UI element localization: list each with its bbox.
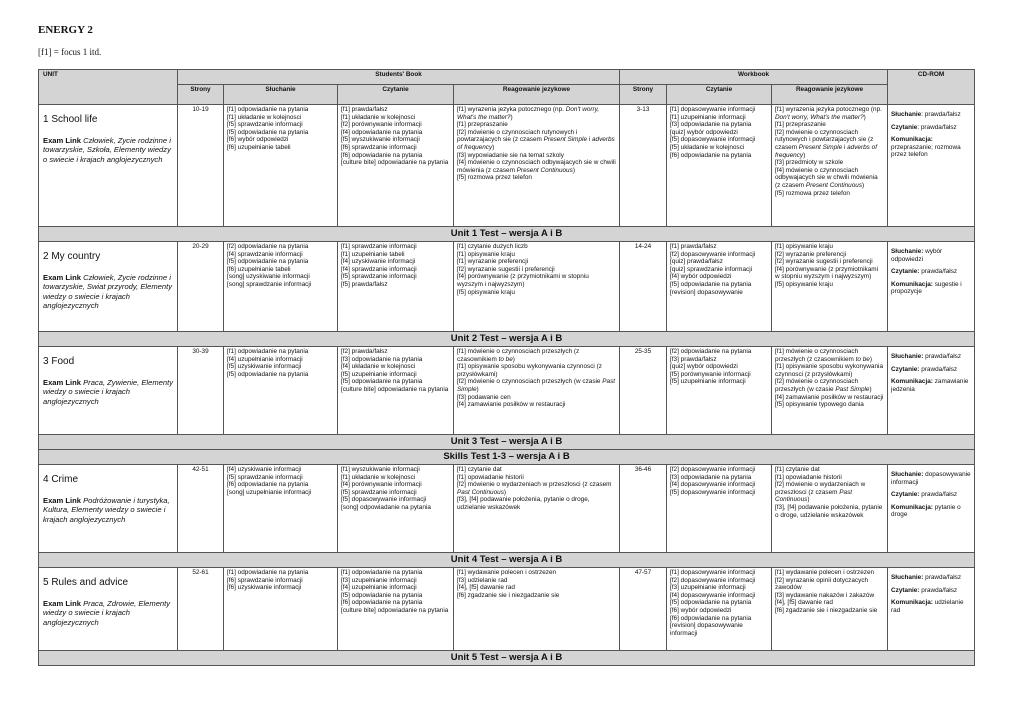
unit-row [39, 465, 975, 553]
cd-rom-item-label: Komunikacja: [891, 280, 933, 288]
wb-czytanie-cell [667, 347, 772, 435]
wb-pages: 3-13 [620, 105, 667, 227]
list-item: [f3] odpowiadanie na pytania [670, 473, 752, 481]
list-item: [f5] uzyskiwanie informacji [227, 363, 302, 371]
unit-cell [39, 465, 178, 553]
list-item: [f1] czytanie dat [775, 466, 820, 473]
list-item: [f1] wydawanie polecen i ostrzezen [457, 569, 557, 576]
unit-row [39, 347, 975, 435]
list-item: [f1] przepraszanie [457, 121, 508, 129]
list-item: [f1] mówienie o czynnosciach przeszłych (z czasownikiem to be) [775, 348, 872, 363]
list-item: [f4] zamawianie posiłków w restauracji [775, 393, 884, 401]
list-item: [culture bite] odpowiadanie na pytania [341, 606, 449, 614]
cd-rom-item [891, 378, 971, 393]
list-item: [f1] wyrazenia jezyka potocznego (np. Don't worry, What's the matter?) [775, 106, 882, 121]
list-item: [f6] uzupełnianie tabeli [227, 143, 291, 151]
wb-czytanie-cell [667, 465, 772, 553]
list-item: [f1] opowiadanie historii [457, 473, 524, 481]
exam-link-label: Exam Link [43, 378, 81, 387]
cd-rom-item-label: Czytanie: [891, 365, 920, 373]
sb-sluchanie-cell [224, 105, 338, 227]
cd-rom-item-label: Słuchanie [891, 111, 922, 118]
test-row [39, 332, 975, 347]
list-item: [f1] wyrazenia jezyka potocznego (np. Don't worry, What's the matter?) [457, 106, 600, 121]
list-item: [song] uzupełnianie informacji [227, 488, 312, 496]
cd-rom-item-text: prawda/fałsz [919, 491, 958, 499]
cd-rom-item [891, 248, 971, 263]
cd-rom-item-label: Komunikacja: [891, 378, 933, 386]
cd-rom-item-text: prawda/fałsz [923, 353, 962, 360]
wb-czytanie-cell [667, 242, 772, 332]
cd-rom-item-text: prawda/fałsz [923, 574, 962, 581]
list-item: [f5] układanie w kolejnosci [670, 143, 745, 151]
list-item: [f5] odpowiadanie na pytania [341, 591, 423, 599]
list-item: [f2] wyrazanie opinii dotyczacych zawodów [775, 576, 869, 592]
unit-cell [39, 242, 178, 332]
test-row [39, 435, 975, 450]
cd-rom-item-text: prawda/fałsz [919, 268, 958, 276]
cd-rom-item-text: udzielanie rad [891, 599, 964, 614]
test-row [39, 651, 975, 666]
test-label: Unit 5 Test – wersja A i B [39, 651, 975, 666]
list-item: [f2] wyrazanie preferencji [775, 250, 847, 258]
wb-reagowanie-cell [772, 242, 888, 332]
cd-rom-item-label: Słuchanie: [891, 471, 924, 478]
list-item: [f3], [f4] podawanie położenia, pytanie o droge, udzielanie wskazówek [457, 496, 590, 511]
list-item: [f5] odpowiadanie na pytania [670, 280, 752, 288]
cd-rom-item [891, 353, 971, 361]
list-item: [f4] porównywanie informacji [341, 481, 422, 489]
cd-rom-item [891, 587, 971, 595]
sb-czytanie-cell [338, 242, 454, 332]
list-item: [f1] uzupełnianie tabeli [341, 250, 405, 258]
cd-rom-item-label: Czytanie: [891, 268, 920, 276]
list-item: [f2] mówienie o czynnosciach przeszłych (w czasie Past Simple) [457, 378, 616, 393]
unit-title: 2 My country [43, 251, 101, 262]
list-item: [f6] odpowiadanie na pytania [670, 614, 752, 622]
list-item: [f5] opisywanie typowego dania [775, 401, 864, 409]
exam-link [43, 136, 174, 164]
list-item: [f2] mówienie o czynnosciach przeszłych (w czasie Past Simple) [775, 378, 872, 393]
sb-reagowanie-cell [454, 568, 620, 651]
list-item: [f1] wydawanie polecen i ostrzezen [775, 569, 875, 576]
exam-link-topics: Praca, Zywienie, Elementy wiedzy o swiecie i krajach anglojezycznych [43, 378, 174, 406]
list-item: [f2] prawda/fałsz [341, 348, 388, 355]
list-item: [f1] wyrazanie preferencji [457, 258, 529, 266]
sb-sluchanie-cell [224, 568, 338, 651]
unit-cell [39, 105, 178, 227]
cd-rom-item [891, 366, 971, 374]
test-label: Unit 3 Test – wersja A i B [39, 435, 975, 450]
sb-sluchanie-cell [224, 347, 338, 435]
header-sb-czytanie: Czytanie [338, 85, 454, 105]
exam-link-topics: Człowiek, Zycie rodzinne i towarzyskie, Swiat przyrody, Elementy wiedzy o swiecie i krajach anglojezycznych [43, 273, 172, 311]
cd-rom-cell [888, 568, 975, 651]
list-item: [f4] odpowiadanie na pytania [341, 128, 423, 136]
list-item: [f5] odpowiadanie na pytania [670, 599, 752, 607]
list-item: [f2] mówienie o czynnosciach rutynowych i powtarzajacych sie (z czasem Present Simple i adverbs of frequency) [775, 128, 877, 159]
list-item: [f4], [f5] dawanie rad [457, 584, 515, 592]
list-item: [f1] uzupełnianie informacji [670, 113, 746, 121]
header-wb-czytanie: Czytanie [667, 85, 772, 105]
list-item: [f4] sprawdzanie informacji [341, 265, 417, 273]
test-label: Unit 2 Test – wersja A i B [39, 332, 975, 347]
list-item: [f5] prawda/fałsz [341, 280, 388, 288]
list-item: [f4] wybór odpowiedzi [670, 273, 732, 281]
cd-rom-item-label: Komunikacja: [891, 503, 933, 511]
cd-rom-item-label: Komunikacja: [891, 599, 933, 607]
list-item: [f1] dopasowywanie informacji [670, 106, 756, 113]
list-item: [f1] odpowiadanie na pytania [341, 569, 423, 576]
cd-rom-cell [888, 465, 975, 553]
list-item: [f5] dopasowywanie informacji [670, 488, 756, 496]
wb-reagowanie-cell [772, 465, 888, 553]
cd-rom-item [891, 281, 971, 296]
list-item: [f5] sprawdzanie informacji [341, 488, 417, 496]
list-item: [f2] wyrazanie sugestii i preferencji [457, 265, 555, 273]
exam-link-label: Exam Link [43, 273, 81, 282]
list-item: [quiz] sprawdzanie informacji [670, 265, 753, 273]
test-row [39, 553, 975, 568]
list-item: [f5] wyszukiwanie informacji [341, 136, 420, 144]
sb-reagowanie-cell [454, 465, 620, 553]
header-workbook: Workbook [620, 70, 888, 85]
exam-link [43, 599, 174, 627]
wb-reagowanie-cell [772, 347, 888, 435]
wb-pages: 14-24 [620, 242, 667, 332]
unit-cell [39, 347, 178, 435]
list-item: [f1] odpowiadanie na pytania [227, 106, 309, 113]
sb-czytanie-cell [338, 105, 454, 227]
list-item: [f6] zgadzanie sie i niezgadzanie sie [457, 591, 560, 599]
cd-rom-item [891, 574, 971, 582]
list-item: [f2] mówienie o wydarzeniach w przeszłosci (z czasem Past Continuous) [457, 481, 612, 496]
unit-row [39, 105, 975, 227]
list-item: [f3] podawanie cen [457, 393, 511, 401]
list-item: [f2] mówienie o wydarzeniach w przeszłosci (z czasem Past Continuous) [775, 481, 866, 504]
list-item: [culture bite] odpowiadanie na pytania [341, 385, 449, 393]
unit-row [39, 242, 975, 332]
cd-rom-item [891, 111, 971, 119]
exam-link-topics: Podróżowanie i turystyka, Kultura, Elementy wiedzy o swiecie i krajach anglojezycznych [43, 496, 170, 524]
list-item: [f1] czytanie dat [457, 466, 502, 473]
syllabus-body [39, 105, 975, 666]
cd-rom-item-text: zamawianie jedzenia [891, 378, 969, 393]
list-item: [f6] odpowiadanie na pytania [341, 151, 423, 159]
cd-rom-item-label: Czytanie: [891, 586, 920, 594]
exam-link-label: Exam Link [43, 496, 81, 505]
sb-czytanie-cell [338, 465, 454, 553]
list-item: [f1] prawda/fałsz [670, 243, 717, 250]
list-item: [song] odpowiadanie na pytania [341, 503, 431, 511]
list-item: [f4] sprawdzanie informacji [227, 250, 303, 258]
document-title: ENERGY 2 [38, 24, 93, 36]
list-item: [quiz] prawda/fałsz [670, 258, 723, 266]
list-item: [f3] odpowiadanie na pytania [670, 121, 752, 129]
list-item: [f1] prawda/fałsz [341, 106, 388, 113]
list-item: [culture bite] odpowiadanie na pytania [341, 159, 449, 167]
list-item: [f4] układanie w kolejnosci [341, 363, 416, 371]
cd-rom-item-label: Czytanie: [891, 491, 920, 499]
unit-cell [39, 568, 178, 651]
cd-rom-item [891, 504, 971, 519]
sb-sluchanie-cell [224, 465, 338, 553]
header-students-book: Students' Book [178, 70, 620, 85]
sb-reagowanie-cell [454, 347, 620, 435]
list-item: [f6] uzyskiwanie informacji [227, 584, 302, 592]
exam-link [43, 273, 174, 311]
list-item: [f5] rozmowa przez telefon [775, 189, 850, 197]
exam-link-topics: Praca, Zdrowie, Elementy wiedzy o swiecie i krajach anglojezycznych [43, 599, 171, 627]
header-wb-reagowanie: Reagowanie jezykowe [772, 85, 888, 105]
sb-reagowanie-cell [454, 242, 620, 332]
list-item: [f2] mówienie o czynnosciach rutynowych i powtarzajacych sie (z czasem Present Simple i adverbs of frequency) [457, 128, 615, 151]
list-item: [f5] opisywanie kraju [457, 288, 515, 296]
cd-rom-item [891, 471, 971, 486]
list-item: [f4] zamawianie posiłków w restauracji [457, 401, 566, 409]
cd-rom-cell [888, 105, 975, 227]
cd-rom-item-text: : prawda/fałsz [921, 111, 961, 118]
list-item: [f1] wyszukiwanie informacji [341, 466, 420, 473]
wb-pages: 36-46 [620, 465, 667, 553]
cd-rom-item-text: wybór odpowiedzi [891, 248, 943, 263]
test-row [39, 227, 975, 242]
wb-czytanie-cell [667, 105, 772, 227]
header-unit: UNIT [39, 70, 178, 105]
header-wb-strony: Strony [620, 85, 667, 105]
list-item: [f1] opisywanie sposobu wykonywania czynnosci (z przysłówkami) [457, 363, 602, 378]
list-item: [f2] wyrazanie sugestii i preferencji [775, 258, 873, 266]
cd-rom-item-label: Słuchanie: [891, 248, 924, 255]
sb-czytanie-cell [338, 568, 454, 651]
list-item: [f1] odpowiadanie na pytania [227, 569, 309, 576]
list-item: [f1] opisywanie kraju [775, 243, 833, 250]
cd-rom-item [891, 491, 971, 499]
list-item: [f3] uzupełnianie informacji [670, 584, 746, 592]
list-item: [f5] opisywanie kraju [775, 280, 833, 288]
cd-rom-item [891, 268, 971, 276]
list-item: [f4] uzyskiwanie informacji [227, 466, 302, 473]
list-item: [f6] wybór odpowiedzi [227, 136, 289, 144]
list-item: [f3] udzielanie rad [457, 576, 508, 584]
exam-link [43, 496, 174, 524]
list-item: [f5] uzupełnianie informacji [670, 378, 746, 386]
list-item: [f3], [f4] podawanie położenia, pytanie o droge, udzielanie wskazówek [775, 503, 883, 519]
list-item: [f5] sprawdzanie informacji [227, 121, 303, 129]
syllabus-table [38, 69, 975, 666]
header-sb-sluchanie: Słuchanie [224, 85, 338, 105]
list-item: [f5] dopasowywanie informacji [341, 496, 427, 504]
list-item: [f6] odpowiadanie na pytania [341, 599, 423, 607]
list-item: [f5] rozmowa przez telefon [457, 174, 532, 182]
wb-pages: 25-35 [620, 347, 667, 435]
list-item: [f6] zgadzanie sie i niezgadzanie sie [775, 606, 878, 614]
cd-rom-item-text: pytanie o droge [891, 503, 961, 519]
list-item: [f4] dopasowywanie informacji [670, 481, 756, 489]
list-item: [f3] wypowiadanie sie na temat szkoly [457, 151, 564, 159]
wb-pages: 47-57 [620, 568, 667, 651]
list-item: [f4], [f5] dawanie rad [775, 599, 833, 607]
test-label: Unit 1 Test – wersja A i B [39, 227, 975, 242]
list-item: [revision] dopasowywanie informacji [670, 622, 743, 637]
sb-pages: 10-19 [178, 105, 224, 227]
list-item: [song] sprawdzanie informacji [227, 280, 312, 288]
list-item: [f1] opisywanie kraju [457, 250, 515, 258]
list-item: [f4] porównywanie (z przymiotnikami w stopniu wyzszym i najwyzszym) [775, 265, 878, 281]
list-item: [f1] układanie w kolejnosci [341, 473, 416, 481]
wb-czytanie-cell [667, 568, 772, 651]
sb-reagowanie-cell [454, 105, 620, 227]
skills-test-label: Skills Test 1-3 – wersja A i B [39, 450, 975, 465]
cd-rom-item-text: prawda/fałsz [919, 586, 958, 594]
list-item: [f4] mówienie o czynnosciach odbywajacych sie w chwili mówienia (z czasem Present Continuous) [457, 159, 616, 174]
focus-legend-note: [f1] = focus 1 itd. [38, 47, 102, 57]
list-item: [f4] dopasowywanie informacji [670, 591, 756, 599]
list-item: [revision] dopasowywanie [670, 288, 743, 296]
list-item: [f3] przedmioty w szkole [775, 159, 844, 167]
list-item: [f5] odpowiadanie na pytania [341, 378, 423, 386]
list-item: [f6] sprawdzanie informacji [227, 576, 303, 584]
list-item: [f6] sprawdzanie informacji [341, 143, 417, 151]
cd-rom-item-label: Słuchanie: [891, 353, 924, 360]
list-item: [f1] czytanie duzych liczb [457, 243, 528, 250]
list-item: [f1] układanie w kolejnosci [227, 113, 302, 121]
cd-rom-cell [888, 347, 975, 435]
list-item: [f6] wybór odpowiedzi [670, 606, 732, 614]
sb-pages: 30-39 [178, 347, 224, 435]
cd-rom-item-text: przepraszanie; rozmowa przez telefon [891, 143, 961, 159]
sb-pages: 42-51 [178, 465, 224, 553]
sb-czytanie-cell [338, 347, 454, 435]
list-item: [f1] opowiadanie historii [775, 473, 842, 481]
list-item: [quiz] wybór odpowiedzi [670, 128, 738, 136]
cd-rom-item [891, 136, 971, 159]
header-sb-strony: Strony [178, 85, 224, 105]
unit-title: 5 Rules and advice [43, 577, 129, 588]
sb-pages: 52-61 [178, 568, 224, 651]
list-item: [f3] odpowiadanie na pytania [341, 355, 423, 363]
list-item: [f5] odpowiadanie na pytania [227, 258, 309, 266]
unit-title: 1 School life [43, 114, 98, 125]
list-item: [f1] układanie w kolejnosci [341, 113, 416, 121]
cd-rom-item-label: Czytanie [891, 123, 918, 131]
list-item: [f4] uzupełnianie informacji [341, 584, 417, 592]
unit-title: 3 Food [43, 356, 75, 367]
list-item: [f6] uzupełnianie tabeli [227, 265, 291, 273]
list-item: [f2] odpowiadanie na pytania [227, 243, 309, 250]
list-item: [f4] uzupełnianie informacji [227, 355, 303, 363]
list-item: [f5] uzupełnianie informacji [341, 370, 417, 378]
list-item: [f2] dopasowywanie informacji [670, 250, 756, 258]
cd-rom-cell [888, 242, 975, 332]
test-label: Unit 4 Test – wersja A i B [39, 553, 975, 568]
list-item: [f5] sprawdzanie informacji [227, 473, 303, 481]
cd-rom-item [891, 599, 971, 614]
exam-link-label: Exam Link [43, 136, 81, 145]
exam-link [43, 378, 174, 406]
cd-rom-item-label: Słuchanie: [891, 574, 924, 581]
unit-title: 4 Crime [43, 474, 79, 485]
cd-rom-item-text: sugestie i propozycje [891, 280, 962, 296]
list-item: [f1] sprawdzanie informacji [341, 243, 417, 250]
list-item: [f5] porównywanie informacji [670, 370, 751, 378]
list-item: [f6] odpowiadanie na pytania [670, 151, 752, 159]
exam-link-topics: Człowiek, Zycie rodzinne i towarzyskie, Szkoła, Elementy wiedzy o swiecie i krajach anglojezycznych [43, 136, 171, 164]
list-item: [f2] odpowiadanie na pytania [670, 348, 752, 355]
list-item: [f1] przepraszanie [775, 121, 826, 129]
list-item: [f4] mówienie o czynnosciach odbywajacych sie w chwili mówienia (z czasem Present Continuous) [775, 166, 878, 189]
unit-row [39, 568, 975, 651]
sb-pages: 20-29 [178, 242, 224, 332]
cd-rom-item [891, 124, 971, 132]
list-item: [f5] odpowiadanie na pytania [227, 128, 309, 136]
cd-rom-item-text: prawda/fałsz [919, 365, 958, 373]
header-sb-reagowanie: Reagowanie jezykowe [454, 85, 620, 105]
header-cd-rom: CD-ROM [888, 70, 975, 105]
wb-reagowanie-cell [772, 568, 888, 651]
list-item: [f3] uzupełnianie informacji [341, 576, 417, 584]
cd-rom-item-text: dopasowywanie informacji [891, 471, 971, 486]
list-item: [f5] dopasowywanie informacji [670, 136, 756, 144]
list-item: [f5] sprawdzanie informacji [341, 273, 417, 281]
wb-reagowanie-cell [772, 105, 888, 227]
list-item: [f1] odpowiadanie na pytania [227, 348, 309, 355]
list-item: [f4] uzyskiwanie informacji [341, 258, 416, 266]
list-item: [f1] mówienie o czynnosciach przeszłych (z czasownikiem to be) [457, 348, 580, 363]
cd-rom-item-text: : prawda/fałsz [917, 123, 957, 131]
list-item: [f4] porównywanie (z przymiotnikami w stopniu wyzszym i najwyzszym) [457, 273, 589, 288]
list-item: [f2] dopasowywanie informacji [670, 466, 756, 473]
list-item: [f5] odpowiadanie na pytania [227, 370, 309, 378]
list-item: [f1] opisywanie sposobu wykonywania czynnosci (z przysłówkami) [775, 363, 883, 378]
cd-rom-item-label: Komunikacja: [891, 136, 933, 144]
list-item: [f3] wydawanie nakazów i zakazów [775, 591, 875, 599]
list-item: [f2] dopasowywanie informacji [670, 576, 756, 584]
list-item: [f1] dopasowywanie informacji [670, 569, 756, 576]
exam-link-label: Exam Link [43, 599, 81, 608]
skills-test-row [39, 450, 975, 465]
list-item: [f3] prawda/fałsz [670, 355, 717, 363]
list-item: [quiz] wybór odpowiedzi [670, 363, 738, 371]
list-item: [f6] odpowiadanie na pytania [227, 481, 309, 489]
list-item: [song] uzyskiwanie informacji [227, 273, 310, 281]
list-item: [f2] porównywanie informacji [341, 121, 422, 129]
sb-sluchanie-cell [224, 242, 338, 332]
